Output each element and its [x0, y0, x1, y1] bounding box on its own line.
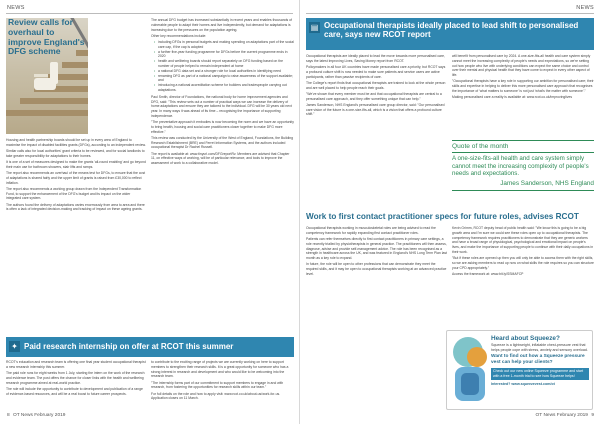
squeeze-advert [446, 330, 593, 410]
paragraph: The College's report finds that occupational therapists are trained to look at the whole person and are well placed to help people reach their goals. [306, 80, 446, 90]
header-divider [6, 13, 293, 14]
internship-col2 [151, 360, 294, 412]
list-item: • a national DFG data set and a stronger role for local authorities in identifying need [154, 69, 294, 74]
paragraph: Similar calls also for local authorities' grant criteria to be reviewed, and for social landlords to take greater responsibility for adaptations to their homes. [6, 148, 145, 158]
paragraph: The role will include the opportunity to contribute to development and publication of a range of evidence-based resources, and will be a real boost to future career prospects. [6, 386, 143, 396]
contact-article-col2 [452, 226, 594, 326]
squeeze-ad-contact-link[interactable]: Interested? www.squeezevest.com/ot [491, 381, 555, 386]
list-item: • introducing a national accreditation scheme for builders and tradespeople carrying out adaptations. [154, 83, 294, 93]
paragraph: This review was conducted by the University of the West of England, Foundations, the Building Research Establishment (BRE) and Ferret Information Systems, and the authors included occupational therapist Dr Rachel Russell. [151, 135, 294, 150]
dfg-article-title: Review calls for overhaul to improve England's DFG scheme [8, 17, 85, 57]
paragraph: to contribute to the exciting range of projects we are currently working on here to support members to strengthen their research skills. It is a great opportunity for someone who has a strong interest in research and development and who would like to be welcoming into the research team. [151, 360, 289, 379]
paragraph: The paid role runs for eight weeks from 1 July, starting the intern on the work of the research and evidence team. The post offers the chance for closer links with the health and wellbeing research programme aimed at real-world practice. [6, 370, 145, 385]
contact-article-title: Work to first contact practitioner specs for future roles, advises RCOT [306, 212, 579, 221]
squeeze-ad-content [491, 335, 589, 387]
squeeze-ad-body: Squeeze is a lightweight, inflatable chest-pressure vest that helps people cope with stress, anxiety and sensory overload. [491, 343, 588, 352]
quote-rule [452, 152, 594, 153]
paragraph: The report also recommends an overhaul of the means test for DFGs, to ensure that the cost of adaptations is shared fairly and the upper limit of grants is raised from £30,000 to reflect inflation. [6, 170, 146, 185]
paragraph: Kevin Grimm, RCOT deputy head of public health said: "We know this is going to be a big growth area and I'm sure we could see these roles open up to occupational therapists. The competency framework requires practitioners to demonstrate that they are generic workers and have a broad range of physiological, psychological and emotional impact on people's lives, and make the importance of supporting people to continue with their daily occupations in their work. [452, 226, 594, 254]
recommendations-list [154, 40, 294, 93]
ot-article-title: Occupational therapists ideally placed to lead shift to personalised care, says new RCOT report [324, 21, 579, 40]
ot-article-col2 [452, 54, 594, 130]
paragraph: James Sanderson, NHS England's personalised care group director, said: "Our personalised care vision of the future is a one-size-fits-all, which is a vision that offers a profound culture shift." [306, 102, 445, 117]
section-header: NEWS [576, 5, 594, 11]
paragraph: The report also recommends a working group drawn from the Independent Transformation Fund, to support the enhancement of the DFG's budget and its impact on the wider integrated care system. [6, 186, 142, 201]
quote-heading: Quote of the month [452, 142, 509, 150]
paragraph: Paul Smith, director of Foundations, the national body for home improvement agencies and DFG, said: "This review sets out a number of practical ways we can increase the delivery of home adaptations and ensure they are tailored to the individual. DFG will be 30 years old next year. In many ways it was ahead of its time – recognising the importance of supporting independence. [151, 94, 292, 118]
paragraph: RCOT's education and research team is offering one final year student occupational therapist a new research internship this summer. [6, 360, 146, 369]
internship-title-bar [6, 337, 294, 357]
page-number: 8 [7, 413, 10, 418]
paragraph: Other key recommendations include: [151, 33, 207, 38]
paragraph: "But if these roles are opened up then you will only be able to access them with the right skills, so we are asking members to read up now on what skills the role requires so you can structure your CPD appropriately." [452, 256, 594, 270]
paragraph: In future, the role will be open to other professions that can demonstrate they meet the required skills, and it may be open to occupational therapists working at an advanced practice level. [306, 262, 447, 276]
internship-title: Paid research internship on offer at RCOT this summer [24, 342, 234, 351]
list-item: • a further five-year funding programme for DFGs before the current programme ends in 2020 [154, 50, 294, 60]
section-header: NEWS [7, 5, 25, 11]
ot-article-col1 [306, 54, 448, 204]
quote-text: A one-size-fits-all health and care system simply cannot meet the increasing complexity of people's needs and expectations. [452, 155, 589, 177]
paragraph: Occupational therapists are ideally placed to lead the move towards more personalised care, says the latest Improving Lives, Saving Money report from RCOT. [306, 54, 445, 63]
paragraph: "Occupational therapists have a key role in supporting our ambition for personalised care; their skills and expertise in helping to deliver this more personalised care approach that recognises the importance of 'what matters to someone' is not just 'what's the matter with someone'." [452, 79, 594, 93]
list-item: • health and wellbeing boards should report separately on DFG funding based on the number of people helped to remain independent at home [154, 59, 294, 69]
paragraph: Making personalised care a reality is available at: www.rcot.co.uk/improvinglives [452, 95, 573, 100]
paragraph: It is one of a set of measures designed to make the grants 'all-round enabling' and go beyond their main use for bathroom showers, stair lifts and ramps. [6, 159, 146, 169]
issue-label: OT News February 2019 [13, 413, 66, 418]
lightbulb-icon: ✦ [9, 341, 20, 352]
dfg-body-left [6, 138, 146, 214]
squeeze-ad-title: Heard about Squeeze? [491, 335, 560, 342]
ot-article-title-bar [306, 18, 594, 50]
paragraph: Policymakers in all four UK countries have made personalised care a priority, but RCOT says a profound culture shift is now needed to make sure patients and service users are active participants, rather than passive recipients of care. [306, 64, 446, 79]
page-number: 9 [591, 413, 594, 418]
paragraph: For full details on the role and how to apply visit: www.rcot.co.uk/about-us/work-for-us. Application closes on 11 March. [151, 391, 281, 401]
squeeze-ad-cta-sub: Check out our new online Squeeze programme and start with a free 1-month trial to see how Squeeze helps! [491, 368, 589, 380]
squeeze-ad-cta: Want to find out how a Squeeze pressure vest can help your clients? [491, 354, 585, 365]
header-divider [306, 13, 594, 14]
paragraph: The annual DFG budget has increased substantially in recent years and enables thousands of vulnerable people to adapt their homes and live independently, but demand for adaptations is increasing due to the pressures on the population ageing. [151, 18, 292, 32]
paragraph: Occupational therapists working in musculoskeletal roles are being advised to read the competency framework for rapidly expanding first contact practitioner roles. [306, 226, 436, 235]
paragraph: Housing and health partnership boards should be set up in every area of England to maximise the impact of disabled facilities grants (DFGs), according to an independent review. [6, 138, 146, 147]
quote-rule [452, 140, 594, 141]
paragraph: Patients can refer themselves directly to first contact practitioners in primary care settings, a role recently trialled by physiotherapists in general practice. The practitioners will then assess, diagnose, advise and provide self-management advice. The role has been recognised as a strength in healthcare across the UK, and was featured in England's NHS Long Term Plan last month as a key role to expand. [306, 236, 447, 261]
paragraph: "We've shown that every member must be and that occupational therapists are central to a personalised care approach, and they offer something unique that can help." [306, 91, 442, 101]
squeeze-vest-illustration [453, 337, 487, 403]
paragraph: The authors found the delivery of adaptations varies enormously from area to area and there is often a lack of integrated decision-making and tracking of impact on these ageing grants. [6, 202, 145, 212]
internship-col1 [6, 360, 146, 412]
paragraph: Access the framework at: www.bit.ly/SSMAFCP [452, 271, 524, 276]
paragraph: "The internship forms part of our commitment to support members to engage in and with research, from fostering the opportunities for research skills within our team." [151, 380, 284, 390]
paragraph: "The preventative approach it embodies is now becoming the norm and we have an opportunity to bring health, housing and social care practitioners closer together to make DFG more effective." [151, 120, 294, 134]
contact-article-col1 [306, 226, 448, 412]
list-item: • renaming DFG as part of a national campaign to raise awareness of the support available; and [154, 74, 294, 84]
right-footer [536, 413, 594, 418]
document-icon: ▤ [310, 23, 319, 32]
list-item: • including DFGs in personal budgets and making spending on adaptations part of the social care cap, if the cap is adopted [154, 40, 294, 50]
left-footer [7, 413, 65, 418]
paragraph: The report is available at: www.tinyurl.com/DFGreportRv. Members are advised that Chapter 11, on effective ways of working, will be of particular relevance, and tools to improve the assessment of work to a collaborative model. [151, 151, 290, 166]
quote-author: James Sanderson, NHS England [500, 180, 594, 188]
quote-rule [452, 190, 594, 191]
paragraph: will benefit from personalised care by 2024. A one-size-fits-all health and care system simply cannot meet the increasing complexity of people's needs and expectations, so we're setting out how people who live with underlying conditions can expect the same choice and control over their mental and physical health that they have come to expect in every other aspect of life. [452, 54, 591, 78]
issue-label: OT News February 2019 [535, 413, 588, 418]
dfg-body-right [151, 18, 294, 330]
quote-of-month [452, 140, 594, 191]
